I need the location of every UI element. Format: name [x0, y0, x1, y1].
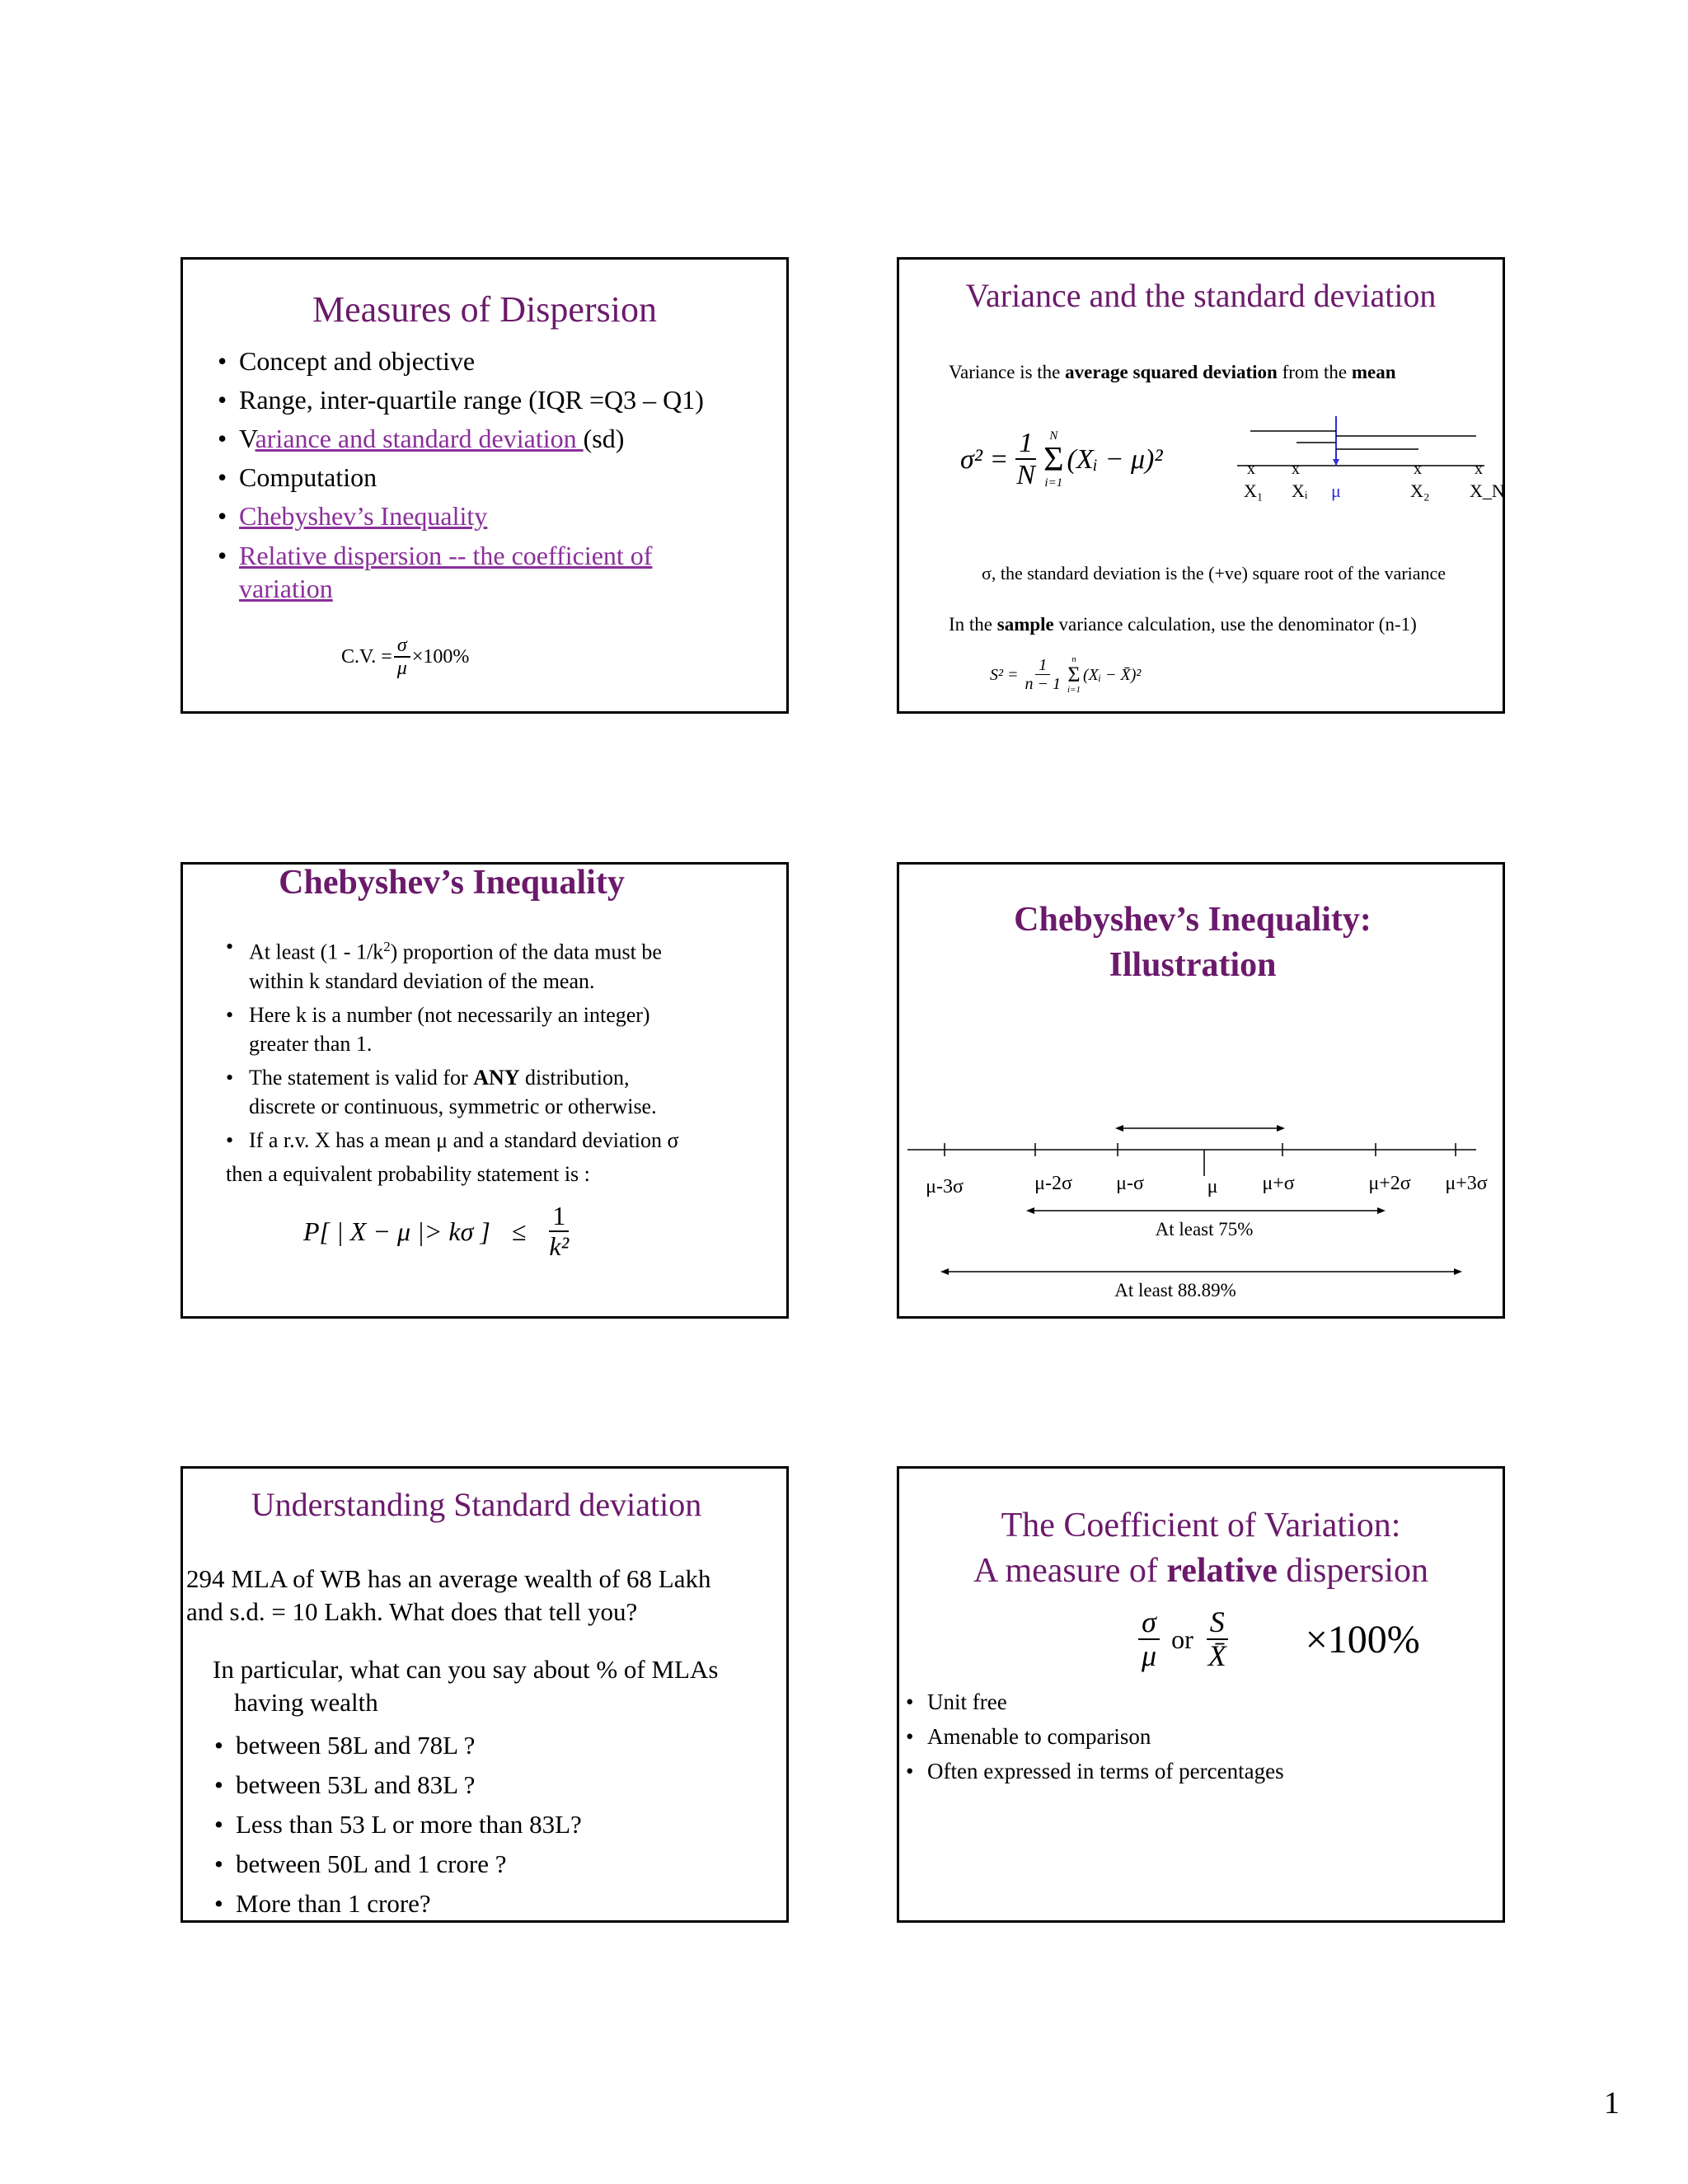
label-x2: X₂ [1410, 480, 1430, 501]
label-xn: X_N [1470, 480, 1505, 501]
slide-understanding-sd [181, 1466, 789, 1923]
chebyshev-link[interactable]: Chebyshev’s Inequality [239, 501, 488, 531]
list-item: • between 58L and 78L ? [214, 1731, 476, 1760]
slide-chebyshev-illustration [897, 862, 1505, 1319]
label-x1: X₁ [1244, 480, 1264, 501]
chebyshev-number-line [899, 1104, 1503, 1318]
cv-formula: $\frac{\sigma}{\mu}$ or $\frac{S}{X̄}$ ×100% [1138, 1607, 1420, 1672]
list-item: • Range, inter-quartile range (IQR =Q3 – Q1) [218, 385, 704, 415]
label-xi: Xᵢ [1292, 480, 1308, 501]
bullet-list [214, 342, 704, 605]
label-mu: μ [1331, 480, 1341, 501]
cv-properties [903, 1685, 1284, 1788]
list-item: • Chebyshev’s Inequality [218, 501, 488, 531]
list-item: • Variance and standard deviation (sd) [218, 424, 625, 453]
tick-label: μ-2σ [1034, 1173, 1072, 1194]
tick-label: μ+σ [1262, 1173, 1295, 1194]
list-item: • Concept and objective [218, 346, 476, 376]
population-variance-formula: σ² = $\frac{1}{N}$ N Σ i=1 (Xᵢ − μ)² [960, 428, 1163, 490]
list-item: • At least $(1 - 1/k^2)$ proportion of the data must be within k standard deviation of the mean. [226, 935, 662, 993]
tick-label: μ+2σ [1368, 1173, 1411, 1194]
list-item: • The statement is valid for ANY distribution, discrete or continuous, symmetric or otherwise. [226, 1065, 657, 1118]
x-mark: x [1292, 460, 1300, 478]
slide-measures-of-dispersion [181, 257, 789, 714]
slide-title: Chebyshev’s Inequality [279, 864, 625, 902]
tick-label: μ [1207, 1176, 1218, 1197]
question-list [211, 1726, 582, 1924]
mla-paragraph: 294 MLA of WB has an average wealth of 68 Lakh and s.d. = 10 Lakh. What does that tell you? [186, 1564, 711, 1626]
sd-definition: σ, the standard deviation is the (+ve) square root of the variance [982, 563, 1447, 583]
variance-definition: Variance is the average squared deviation from the mean [949, 362, 1396, 382]
question-intro: In particular, what can you say about % of MLAs having wealth [213, 1655, 719, 1717]
text-line: then a equivalent probability statement is : [226, 1161, 590, 1186]
slide-variance-sd [897, 257, 1505, 714]
relative-dispersion-link[interactable]: Relative dispersion -- the coefficient of variation [239, 541, 653, 603]
list-item: • Often expressed in terms of percentages [906, 1759, 1284, 1783]
x-mark: x [1247, 460, 1255, 478]
x-mark: x [1475, 460, 1483, 478]
probability-statement: P[ | X − μ |> kσ ] ≤ $\frac{1}{\text{k²}}$ [303, 1201, 570, 1261]
tick-label: μ-σ [1116, 1173, 1144, 1194]
slide-title: The Coefficient of Variation: A measure of relative dispersion [973, 1507, 1429, 1590]
list-item: • If a r.v. X has a mean μ and a standard deviation σ [226, 1127, 679, 1152]
variance-link[interactable]: ariance and standard deviation [255, 424, 584, 453]
sample-variance-formula: S² = $\frac{1}{n - 1}$ n Σ i=1 (Xᵢ − X̄)² [990, 654, 1142, 695]
list-item: • Here k is a number (not necessarily an integer) greater than 1. [226, 1002, 650, 1056]
list-item: • between 50L and 1 crore ? [214, 1849, 507, 1878]
page-number: 1 [1604, 2086, 1620, 2121]
list-item: • Unit free [906, 1690, 1007, 1714]
list-item: • Computation [218, 462, 377, 492]
sample-variance-note: In the sample variance calculation, use the denominator (n-1) [949, 614, 1417, 635]
list-item: • between 53L and 83L ? [214, 1770, 476, 1799]
cv-formula: C.V. = $\frac{\sigma}{\mu}$ ×100% [341, 635, 470, 680]
slide-title: Understanding Standard deviation [251, 1486, 702, 1523]
list-item: • More than 1 crore? [214, 1889, 431, 1918]
tick-label: μ-3σ [926, 1176, 964, 1197]
x-mark: x [1414, 460, 1422, 478]
slide-coefficient-of-variation [897, 1466, 1505, 1923]
deviation-diagram [1221, 416, 1505, 532]
list-item: • Relative dispersion -- the coefficient of variation [218, 541, 653, 603]
slide-title: Chebyshev’s Inequality: Illustration [1014, 901, 1372, 984]
tick-label: μ+3σ [1445, 1173, 1488, 1194]
list-item: • Amenable to comparison [906, 1724, 1151, 1749]
slide-title: Variance and the standard deviation [965, 277, 1437, 314]
list-item: • Less than 53 L or more than 83L? [214, 1810, 582, 1839]
slide-chebyshev-inequality [181, 862, 789, 1319]
label-75: At least 75% [1155, 1219, 1254, 1240]
chebyshev-body [226, 932, 753, 1188]
label-8889: At least 88.89% [1114, 1280, 1236, 1301]
slide-title: Measures of Dispersion [312, 289, 657, 330]
